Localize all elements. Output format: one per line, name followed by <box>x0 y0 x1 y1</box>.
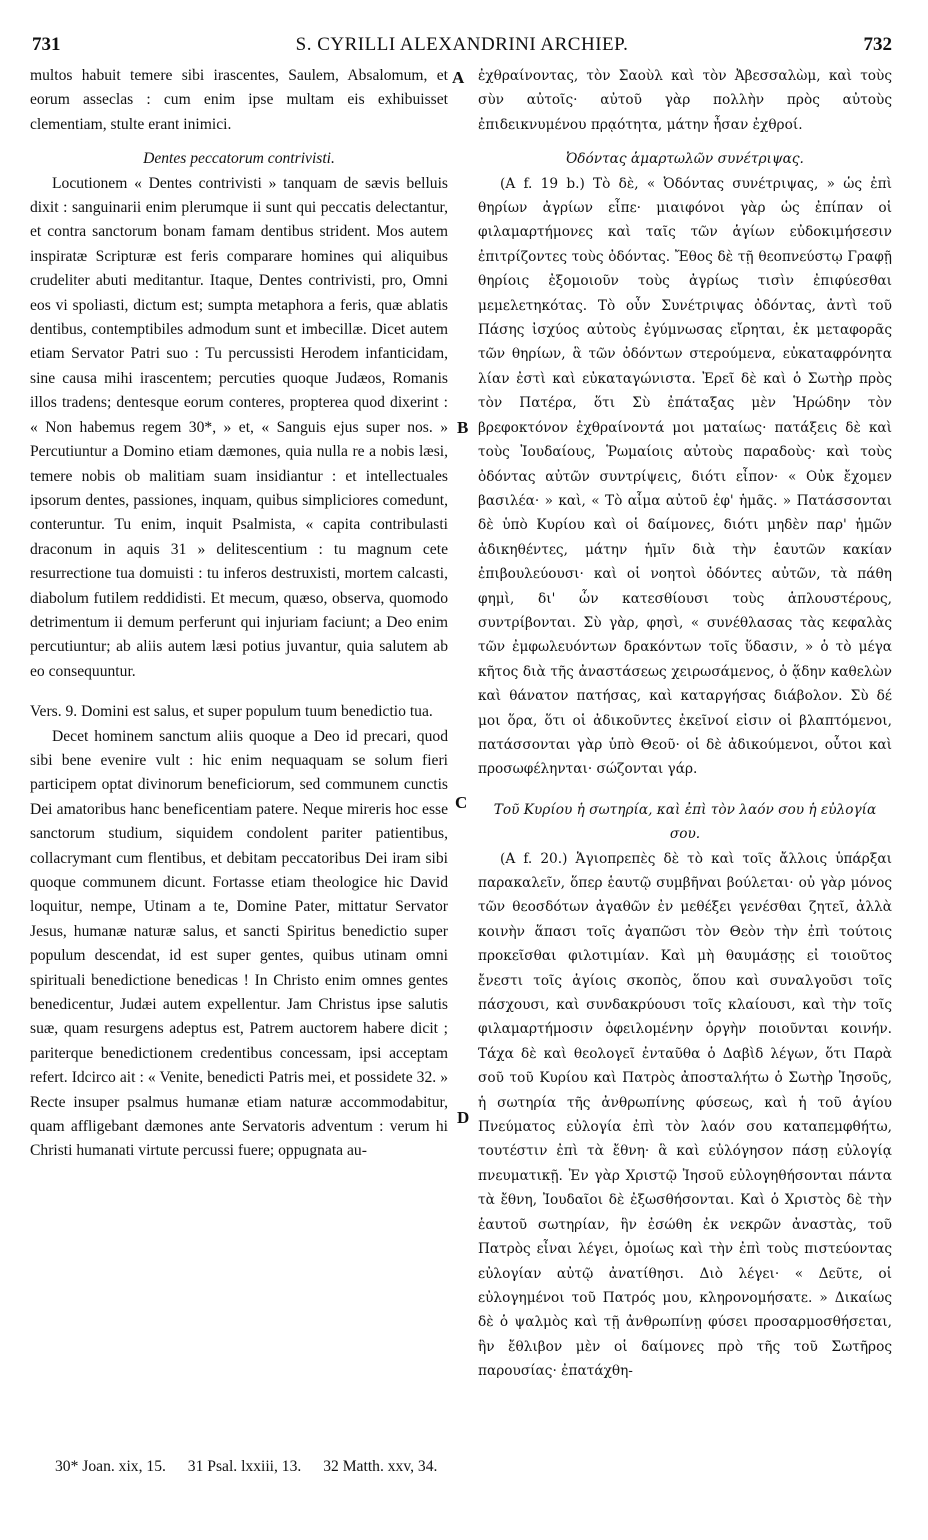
page-header <box>32 34 892 62</box>
marker-b: B <box>457 418 469 437</box>
footnotes <box>55 1458 875 1476</box>
marker-d: D <box>457 1108 470 1127</box>
latin-heading-1: Dentes peccatorum contrivisti. <box>143 150 335 168</box>
latin-column <box>30 64 448 1164</box>
greek-paragraph-1: ἐχθραίνοντας, τὸν Σαοὺλ καὶ τὸν Ἀβεσσαλὼμ, καὶ τοὺς σὺν αὐτοῖς· αὐτοῦ γὰρ πολλὴν πρὸς αὐτοὺς ἐπιδεικνυμένου πρᾳότητα, μάτην ἦσαν ἐχθροί. <box>478 68 892 133</box>
footnote-32: 32 Matth. xxv, 34. <box>323 1458 438 1475</box>
running-title: S. CYRILLI ALEXANDRINI ARCHIEP. <box>295 34 629 55</box>
footnote-30: 30* Joan. xix, 15. <box>55 1458 166 1475</box>
greek-heading-2: Τοῦ Κυρίου ἡ σωτηρία, καὶ ἐπὶ τὸν λαόν σου ἡ εὐλογία σου. <box>493 801 877 843</box>
marker-a: A <box>452 68 465 87</box>
greek-heading-1: Ὀδόντας ἁμαρτωλῶν συνέτριψας. <box>566 151 804 168</box>
latin-paragraph-3: Decet hominem sanctum aliis quoque a Deo id precari, quod sibi bene evenire vult : hic enim nequaquam se solum fieri participem optat divinorum beneficiorum, sed communem cunctis Dei amatoribus hanc beneficentiam patere. Neque mireris hoc esse sanctorum studium, siquidem condolent pariter patientibus, collacrymant cum flentibus, et debitam peccatoribus Dei iram sibi quoque communem dicunt. Fortasse etiam theologice hic David loquitur, nempe, Utinam a te, Domine Pater, mittatur Servator Jesus, humanæ naturæ salus, et sancti Spiritus benedictio super populum descendat, id est super gentes, quibus utinam omni spirituali benedictione benedicas ! In Christo enim omnes gentes benedicentur, Judæi autem expellentur. Jam Christus ipse salutis suæ, quam resurgens adeptus est, Patrem auctorem habere dicit ; pariterque benedictionem credentibus concessam, ipsi acceptam refert. Idcirco ait : « Venite, benedicti Patris mei, et possidete 32. » Recte insuper psalmus humanæ etiam naturæ accommodabitur, quam affligebant dæmones ante Servatoris adventum : verum hi Christi humanati virtute percussi fuere; oppugnata au- <box>30 727 448 1160</box>
greek-column <box>478 64 892 1384</box>
page-number-right: 732 <box>863 34 892 55</box>
latin-heading-2: Vers. 9. Domini est salus, et super populum tuum benedictio tua. <box>30 703 433 721</box>
footnote-31: 31 Psal. lxxiii, 13. <box>187 1458 302 1475</box>
page-number-left: 731 <box>32 34 61 55</box>
greek-paragraph-3: (A f. 20.) Ἁγιοπρεπὲς δὲ τὸ καὶ τοῖς ἄλλοις ὑπάρξαι παρακαλεῖν, ὅπερ ἑαυτῷ συμβῆναι βούλεται· οὐ γὰρ μόνος τῶν θεοσδότων ἀγαθῶν ἐν μεθέξει γενέσθαι ζητεῖ, ἀλλὰ κοινὴν ἅπασι τοῖς ἀγαπῶσι τὸν Θεὸν τὴν ἐπὶ τούτοις προκεῖσθαι φιλοτιμίαν. Καὶ μὴ θαυμάσῃς εἰ τοιοῦτος ἔνεστι τοῖς ἁγίοις σκοπὸς, ὅπου καὶ συναλγοῦσι τοῖς πάσχουσι, καὶ συνδακρύουσι τοῖς κλαίουσι, καὶ τὴν τοῖς φιλαμαρτήμοσιν ὀφειλομένην ὀργὴν ποιοῦνται κοινήν. Τάχα δὲ καὶ θεολογεῖ ἐνταῦθα ὁ Δαβὶδ λέγων, ὅτι Παρὰ σοῦ τοῦ Κυρίου καὶ Πατρὸς ἀποσταλήτω ὁ Σωτὴρ Ἰησοῦς, ἡ σωτηρία τῆς ἀνθρωπίνης φύσεως, καὶ ἡ τοῦ ἁγίου Πνεύματος εὐλογία ἐπὶ τὸν λαόν σου καταπεμφθήτω, τουτέστιν ἐπὶ τὰ ἔθνη· ἃ καὶ εὐλόγησον πάσῃ εὐλογίᾳ πνευματικῇ. Ἐν γὰρ Χριστῷ Ἰησοῦ εὐλογηθήσονται πάντα τὰ ἔθνη, Ἰουδαῖοι δὲ ἐξωσθήσονται. Καὶ ὁ Χριστὸς δὲ τὴν ἑαυτοῦ σωτηρίαν, ἣν ἐσώθη ἐκ νεκρῶν ἀναστὰς, τοῦ Πατρὸς εἶναι λέγει, ὁμοίως καὶ τὴν ἐπὶ τοὺς πιστεύοντας εὐλογίαν αὐτῷ ἀνατίθησι. Διὸ λέγει· « Δεῦτε, οἱ εὐλογημένοι τοῦ Πατρός μου, κληρονομήσατε. » Δικαίως δὲ ὁ ψαλμὸς καὶ τῇ ἀνθρωπίνῃ φύσει προσαρμοσθήσεται, ἣν ἔθλιβον μὲν οἱ δαίμονες πρὸ τῆς τοῦ Σωτῆρος παρουσίας· ἐπατάχθη- <box>478 850 892 1380</box>
greek-paragraph-2: (A f. 19 b.) Τὸ δὲ, « Ὀδόντας συνέτριψας, » ὡς ἐπὶ θηρίων ἀγρίων εἶπε· μιαιφόνοι γὰρ ὡς ἐπίπαν οἱ φιλαμαρτήμονες καὶ ταῖς τῶν ἁγίων εὐδοκιμήσεσιν ἐπιτρίζοντες τοὺς ὀδόντας. Ἔθος δὲ τῇ θεοπνεύστῳ Γραφῇ θηρίοις ἐξομοιοῦν τοὺς ἀγρίως τισὶν ἐπιφύεσθαι μεμελετηκότας. Τὸ οὖν Συνέτριψας ὀδόντας, ἀντὶ τοῦ Πάσης ἰσχύος αὐτοὺς ἐγύμνωσας εἴρηται, ἐκ μεταφορᾶς τῶν θηρίων, ἃ τῶν ὀδόντων στερούμενα, εὐκαταφρόνητα λίαν ἐστὶ καὶ εὐκαταγώνιστα. Ἐρεῖ δὲ καὶ ὁ Σωτὴρ πρὸς τὸν Πατέρα, ὅτι Σὺ ἐπάταξας μὲν Ἡρώδην τὸν βρεφοκτόνον ἐχθραίνοντά μοι ματαίως· πατάξεις δὲ καὶ τοὺς Ἰουδαίους, Ῥωμαίοις αὐτοὺς παραδοὺς· καὶ τοὺς ὀδόντας αὐτῶν συντρίψεις, διότι εἶπον· « Οὐκ ἔχομεν βασιλέα· » καὶ, « Τὸ αἷμα αὐτοῦ ἐφ' ἡμᾶς. » Πατάσσονται δὲ ὑπὸ Κυρίου καὶ οἱ δαίμονες, διότι μηδὲν παρ' ἡμῶν ἀδικηθέντες, μάτην ἡμῖν διὰ τὴν ἑαυτῶν κακίαν ἐπιβουλεύουσι· καὶ οἱ νοητοὶ ὀδόντες αὐτῶν, τὰ πάθη φημὶ, δι' ὧν κατεσθίουσι τοὺς ἁπλουστέρους, συντρίβονται. Σὺ γὰρ, φησὶ, « συνέθλασας τὰς κεφαλὰς τῶν ἐμφωλευόντων δρακόντων τοῖς ὕδασιν, » ὁ τὸ μέγα κῆτος διὰ τῆς ἀναστάσεως χειρωσάμενος, ὁ ᾅδην καθελὼν καὶ θάνατον πατήσας, καὶ καταργήσας διάβολον. Σὺ δέ μοι ὅρα, ὅτι οἱ ἀδικοῦντες ἐκεῖνοί εἰσιν οἱ βλαπτόμενοι, πατάσσονται γὰρ ὑπὸ Θεοῦ· οἱ δὲ ἀδικούμενοι, οὗτοι καὶ προσωφέληνται· σώζονται γάρ. <box>478 175 892 778</box>
latin-paragraph-1: multos habuit temere sibi irascentes, Saulem, Absalomum, et eorum asseclas : cum enim ipse multam eis exhibuisset clementiam, stulte erant inimici. <box>30 67 448 133</box>
marker-c: C <box>455 793 468 812</box>
latin-paragraph-2: Locutionem « Dentes contrivisti » tanquam de sævis belluis dixit : sanguinarii enim plerumque ii sunt qui peccatis delectantur, et contra sanctorum bonam famam dentibus strident. Mos autem inspiratæ Scripturæ est feris comparare homines qui aliquibus crudeliter abuti meditantur. Itaque, Dentes contrivisti, pro, Omni eos vi spoliasti, dictum est; sumpta metaphora a feris, quæ ablatis dentibus, contemptibiles admodum sunt et imbecillæ. Dicet autem etiam Servator Patri suo : Tu percussisti Herodem infanticidam, sine causa mihi irascentem; percuties quoque Judæos, Romanis illos tradens; dentesque eorum conteres, propterea quod dixerint : « Non habemus regem 30*, » et, « Sanguis ejus super nos. » Percutiuntur a Domino etiam dæmones, quia nulla re a nobis læsi, temere nobis ob malitiam suam insidiantur : et intellectuales ipsorum dentes, passiones, inquam, quibus simpliciores comedunt, conteruntur. Tu enim, inquit Psalmista, « capita contribulasti draconum in aquis 31 » delitescentium : tu magnum cete resurrectione tua domuisti : tu inferos destruxisti, mortem calcasti, diabolum futilem reddidisti. Et mecum, quæso, observa, quomodo detrimentum ii demum perferunt qui injuriam faciunt; a Deo enim percutiuntur; ab aliis autem læsi potius juvantur, quia salutem ab eo consequuntur. <box>30 174 448 680</box>
